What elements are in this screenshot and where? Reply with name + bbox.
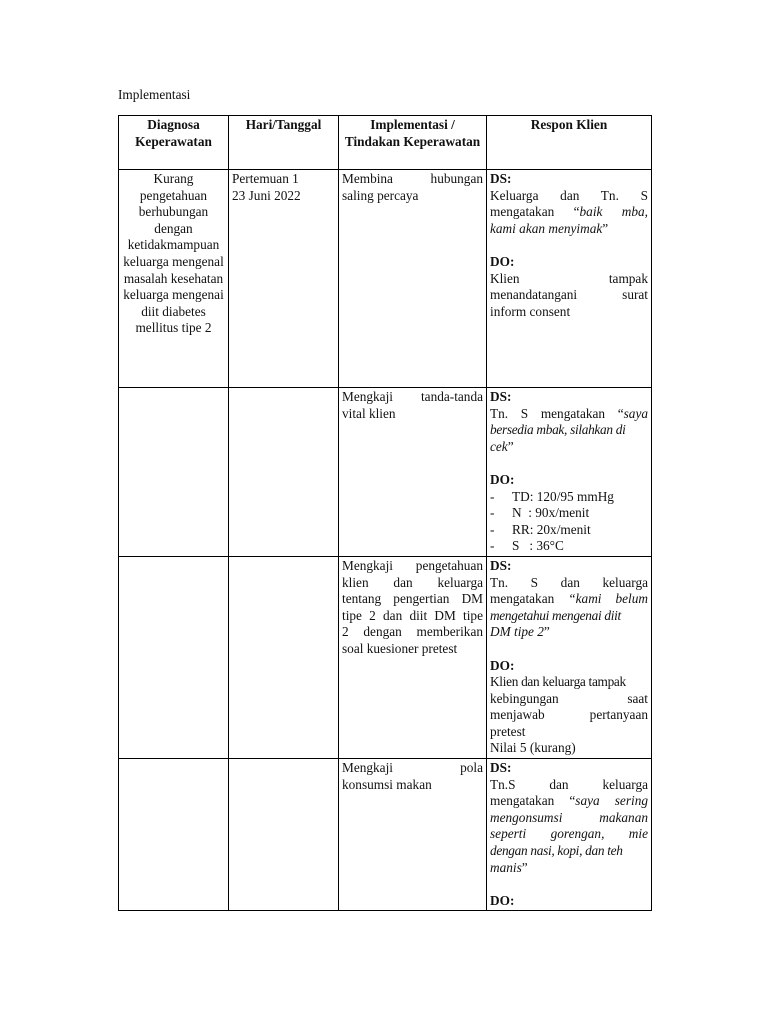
ds-quote: saya (623, 405, 648, 421)
list-item (490, 538, 648, 555)
tindakan-line: Mengkaji pola (342, 760, 483, 776)
do-line: kebingungan saat (490, 690, 648, 706)
ds-line: dengan nasi, kopi, dan teh (490, 843, 623, 859)
ds-quote: kami akan menyimak (490, 220, 603, 236)
tindakan-cell (339, 759, 487, 911)
tindakan-line: tipe 2 dan diit DM tipe (342, 607, 483, 623)
ds-quote: baik mba, (579, 204, 648, 220)
diagnosa-text: Kurang pengetahuan berhubungan dengan ketidakmampuan keluarga mengenal masalah kesehatan keluarga mengenai diit diabetes mellitus tipe 2 (123, 171, 224, 336)
diagnosa-cell-empty (119, 388, 229, 557)
column-header-hari-tanggal: Hari/Tanggal (229, 116, 339, 170)
bullet-dash: - (490, 505, 495, 521)
ds-line: Keluarga dan Tn. S (490, 187, 648, 203)
tindakan-line: 2 dengan memberikan (342, 624, 483, 640)
do-line: Klien tampak (490, 270, 648, 286)
tindakan-cell (339, 388, 487, 557)
ds-line: Tn. S dan keluarga (490, 574, 648, 590)
bullet-dash: - (490, 488, 495, 504)
diagnosa-cell-empty (119, 759, 229, 911)
diagnosa-cell-empty (119, 556, 229, 758)
implementation-table (118, 115, 652, 911)
ds-quote: cek (490, 438, 508, 454)
tindakan-line: konsumsi makan (342, 776, 432, 792)
ds-line: seperti gorengan, mie (490, 826, 648, 842)
ds-quote: “kami belum (568, 591, 648, 607)
quote-mark: ” (602, 220, 609, 236)
hari-tanggal-cell (229, 170, 339, 388)
table-header-row (119, 116, 652, 170)
ds-label: DS: (490, 389, 512, 404)
tindakan-line: Membina hubungan (342, 171, 483, 186)
hari-tanggal-cell-empty (229, 556, 339, 758)
ds-line (490, 860, 648, 877)
vital-value: N : 90x/menit (512, 505, 590, 521)
ds-text: Tn. S mengatakan “ (490, 405, 624, 421)
respon-cell (487, 388, 652, 557)
do-label: DO: (490, 892, 515, 908)
do-label: DO: (490, 471, 515, 487)
tindakan-line: vital klien (342, 405, 396, 421)
ds-line (490, 439, 648, 456)
list-item (490, 522, 648, 539)
column-header-diagnosa: Diagnosa Keperawatan (119, 116, 229, 170)
tindakan-line: klien dan keluarga (342, 574, 483, 590)
ds-line (490, 624, 648, 641)
table-row (119, 759, 652, 911)
ds-line (490, 406, 648, 423)
ds-line (490, 793, 648, 810)
ds-text: mengatakan “ (490, 204, 580, 220)
ds-label: DS: (490, 760, 512, 776)
ds-quote: DM tipe 2 (490, 624, 544, 640)
do-line: Klien dan keluarga tampak (490, 674, 626, 690)
diagnosa-cell (119, 170, 229, 388)
respon-cell (487, 170, 652, 388)
vital-signs-list (490, 489, 648, 555)
respon-cell (487, 556, 652, 758)
tindakan-line: Mengkaji pengetahuan (342, 557, 483, 573)
do-line: menjawab pertanyaan (490, 707, 648, 723)
ds-line: mengetahui mengenai diit (490, 607, 621, 623)
ds-line (490, 591, 648, 608)
tindakan-line: soal kuesioner pretest (342, 640, 458, 656)
ds-quote: manis (490, 859, 522, 875)
ds-label: DS: (490, 171, 512, 186)
do-line: Nilai 5 (kurang) (490, 740, 576, 756)
bullet-dash: - (490, 521, 495, 537)
vital-value: TD: 120/95 mmHg (512, 488, 614, 504)
table-row (119, 388, 652, 557)
ds-line: mengonsumsi makanan (490, 809, 648, 825)
meeting-label: Pertemuan 1 (232, 171, 299, 186)
page-heading: Implementasi (118, 87, 191, 102)
tindakan-cell (339, 170, 487, 388)
column-header-respon-klien: Respon Klien (487, 116, 652, 170)
ds-line: bersedia mbak, silahkan di (490, 422, 626, 438)
hari-tanggal-cell-empty (229, 759, 339, 911)
table-row (119, 556, 652, 758)
ds-quote: saya sering (575, 793, 648, 809)
quote-mark: ” (543, 624, 550, 640)
tindakan-line: tentang pengertian DM (342, 591, 483, 607)
quote-mark: ” (521, 859, 528, 875)
column-header-implementasi: Implementasi / Tindakan Keperawatan (339, 116, 487, 170)
ds-label: DS: (490, 557, 512, 573)
tindakan-line: saling percaya (342, 187, 419, 203)
do-line: menandatangani surat (490, 287, 648, 303)
ds-line: Tn.S dan keluarga (490, 776, 648, 792)
vital-value: S : 36°C (512, 538, 564, 554)
tindakan-line: Mengkaji tanda-tanda (342, 389, 483, 404)
list-item (490, 505, 648, 522)
do-label: DO: (490, 253, 515, 269)
do-label: DO: (490, 657, 515, 673)
ds-line (490, 221, 648, 238)
hari-tanggal-cell-empty (229, 388, 339, 557)
respon-cell (487, 759, 652, 911)
tindakan-cell (339, 556, 487, 758)
do-line: inform consent (490, 303, 571, 319)
quote-mark: ” (507, 438, 514, 454)
list-item (490, 489, 648, 506)
ds-text: mengatakan (490, 591, 569, 607)
do-line: pretest (490, 723, 526, 739)
vital-value: RR: 20x/menit (512, 521, 591, 537)
meeting-date: 23 Juni 2022 (232, 187, 301, 203)
table-row (119, 170, 652, 388)
ds-text: mengatakan “ (490, 793, 576, 809)
bullet-dash: - (490, 538, 495, 554)
ds-line (490, 204, 648, 221)
